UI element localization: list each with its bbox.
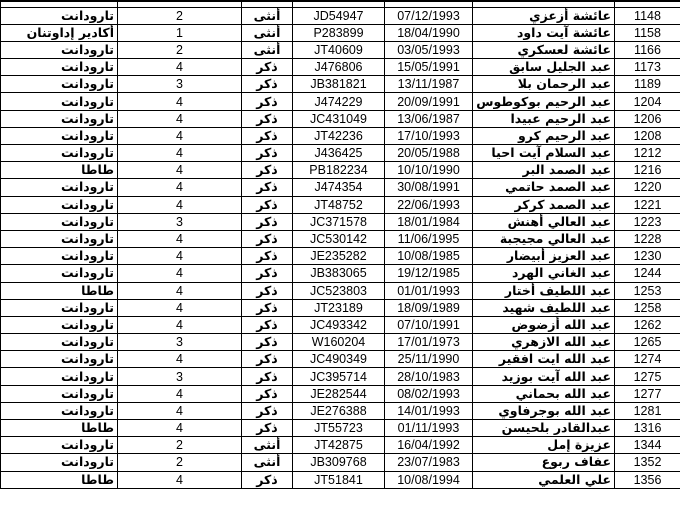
city-cell: تارودانت: [1, 179, 118, 196]
city-cell: تارودانت: [1, 145, 118, 162]
table-row: [1, 41, 680, 58]
level-cell: 1: [118, 24, 242, 41]
cin-cell: JC493342: [293, 316, 385, 333]
birth-date-cell: 19/12/1985: [385, 265, 473, 282]
table-row: [1, 351, 680, 368]
table-row: [1, 76, 680, 93]
birth-date-cell: 08/02/1993: [385, 385, 473, 402]
full-name-cell: عبد الرحمان بلا: [473, 76, 615, 93]
sex-cell: ذكر: [242, 196, 293, 213]
level-cell: 4: [118, 196, 242, 213]
full-name-cell: عائشة أزعزي: [473, 7, 615, 24]
cin-cell: JC395714: [293, 368, 385, 385]
birth-date-cell: 01/01/1993: [385, 282, 473, 299]
birth-date-cell: 16/04/1992: [385, 437, 473, 454]
city-cell: تارودانت: [1, 59, 118, 76]
full-name-cell: عزيزة إمل: [473, 437, 615, 454]
table-row: [1, 110, 680, 127]
city-cell: تارودانت: [1, 248, 118, 265]
full-name-cell: عبد الغاني الهرد: [473, 265, 615, 282]
city-cell: تارودانت: [1, 265, 118, 282]
cin-cell: J476806: [293, 59, 385, 76]
cin-cell: JT40609: [293, 41, 385, 58]
table-row: [1, 24, 680, 41]
table-row: [1, 7, 680, 24]
level-cell: 4: [118, 110, 242, 127]
level-cell: 4: [118, 385, 242, 402]
record-number-cell: 1253: [615, 282, 680, 299]
city-cell: تارودانت: [1, 402, 118, 419]
level-cell: 4: [118, 230, 242, 247]
record-number-cell: 1265: [615, 334, 680, 351]
cin-cell: JT48752: [293, 196, 385, 213]
record-number-cell: 1344: [615, 437, 680, 454]
table-row: [1, 145, 680, 162]
cin-cell: JC523803: [293, 282, 385, 299]
birth-date-cell: 10/08/1985: [385, 248, 473, 265]
city-cell: تارودانت: [1, 76, 118, 93]
cin-cell: JT55723: [293, 420, 385, 437]
full-name-cell: عفاف ربوع: [473, 454, 615, 471]
records-table-body: [1, 1, 680, 488]
full-name-cell: عائشة لعسكري: [473, 41, 615, 58]
level-cell: 4: [118, 162, 242, 179]
full-name-cell: عبد الصمد كركر: [473, 196, 615, 213]
birth-date-cell: 03/05/1993: [385, 41, 473, 58]
cin-cell: J474354: [293, 179, 385, 196]
full-name-cell: عبد الله أزضوض: [473, 316, 615, 333]
table-row: [1, 471, 680, 488]
record-number-cell: 1189: [615, 76, 680, 93]
city-cell: تارودانت: [1, 437, 118, 454]
cin-cell: JC530142: [293, 230, 385, 247]
sex-cell: ذكر: [242, 230, 293, 247]
birth-date-cell: 11/06/1995: [385, 230, 473, 247]
table-row: [1, 316, 680, 333]
sex-cell: ذكر: [242, 76, 293, 93]
city-cell: تارودانت: [1, 127, 118, 144]
sex-cell: ذكر: [242, 127, 293, 144]
sex-cell: أنثى: [242, 454, 293, 471]
sex-cell: أنثى: [242, 41, 293, 58]
record-number-cell: 1244: [615, 265, 680, 282]
cin-cell: W160204: [293, 334, 385, 351]
birth-date-cell: 18/01/1984: [385, 213, 473, 230]
table-row: [1, 179, 680, 196]
table-row: [1, 299, 680, 316]
sex-cell: ذكر: [242, 471, 293, 488]
table-row: [1, 454, 680, 471]
record-number-cell: 1221: [615, 196, 680, 213]
cin-cell: JT42236: [293, 127, 385, 144]
birth-date-cell: 14/01/1993: [385, 402, 473, 419]
city-cell: تارودانت: [1, 93, 118, 110]
level-cell: 4: [118, 471, 242, 488]
cin-cell: JB309768: [293, 454, 385, 471]
cin-cell: JB381821: [293, 76, 385, 93]
cin-cell: JD54947: [293, 7, 385, 24]
city-cell: تارودانت: [1, 213, 118, 230]
table-row: [1, 282, 680, 299]
cin-cell: JC490349: [293, 351, 385, 368]
level-cell: 4: [118, 351, 242, 368]
table-row: [1, 127, 680, 144]
full-name-cell: عبد الرحيم كرو: [473, 127, 615, 144]
cin-cell: JE282544: [293, 385, 385, 402]
level-cell: 2: [118, 437, 242, 454]
full-name-cell: عبد السلام آيت احيا: [473, 145, 615, 162]
record-number-cell: 1356: [615, 471, 680, 488]
cin-cell: JC371578: [293, 213, 385, 230]
sex-cell: ذكر: [242, 179, 293, 196]
record-number-cell: 1258: [615, 299, 680, 316]
table-row: [1, 265, 680, 282]
table-row: [1, 213, 680, 230]
birth-date-cell: 30/08/1991: [385, 179, 473, 196]
table-row: [1, 402, 680, 419]
level-cell: 4: [118, 265, 242, 282]
birth-date-cell: 01/11/1993: [385, 420, 473, 437]
level-cell: 4: [118, 179, 242, 196]
city-cell: طاطا: [1, 420, 118, 437]
birth-date-cell: 07/10/1991: [385, 316, 473, 333]
sex-cell: ذكر: [242, 368, 293, 385]
cin-cell: JE276388: [293, 402, 385, 419]
level-cell: 4: [118, 420, 242, 437]
sex-cell: ذكر: [242, 299, 293, 316]
record-number-cell: 1204: [615, 93, 680, 110]
record-number-cell: 1223: [615, 213, 680, 230]
full-name-cell: عبدالقادر بلحيسن: [473, 420, 615, 437]
cin-cell: JC431049: [293, 110, 385, 127]
full-name-cell: عبد الله آيت بوزيد: [473, 368, 615, 385]
sex-cell: ذكر: [242, 213, 293, 230]
birth-date-cell: 18/09/1989: [385, 299, 473, 316]
full-name-cell: عبد الجليل سابق: [473, 59, 615, 76]
table-row: [1, 230, 680, 247]
table-row: [1, 420, 680, 437]
record-number-cell: 1262: [615, 316, 680, 333]
level-cell: 3: [118, 368, 242, 385]
birth-date-cell: 20/05/1988: [385, 145, 473, 162]
full-name-cell: عبد اللطيف شهيد: [473, 299, 615, 316]
level-cell: 2: [118, 41, 242, 58]
birth-date-cell: 23/07/1983: [385, 454, 473, 471]
sex-cell: ذكر: [242, 402, 293, 419]
full-name-cell: علي العلمي: [473, 471, 615, 488]
level-cell: 4: [118, 93, 242, 110]
record-number-cell: 1166: [615, 41, 680, 58]
cin-cell: JT42875: [293, 437, 385, 454]
level-cell: 4: [118, 127, 242, 144]
birth-date-cell: 25/11/1990: [385, 351, 473, 368]
birth-date-cell: 20/09/1991: [385, 93, 473, 110]
record-number-cell: 1216: [615, 162, 680, 179]
birth-date-cell: 17/01/1973: [385, 334, 473, 351]
record-number-cell: 1212: [615, 145, 680, 162]
city-cell: تارودانت: [1, 230, 118, 247]
level-cell: 3: [118, 334, 242, 351]
level-cell: 3: [118, 76, 242, 93]
level-cell: 2: [118, 7, 242, 24]
cin-cell: JB383065: [293, 265, 385, 282]
record-number-cell: 1158: [615, 24, 680, 41]
level-cell: 3: [118, 213, 242, 230]
full-name-cell: عبد الرحيم عبيدا: [473, 110, 615, 127]
city-cell: تارودانت: [1, 41, 118, 58]
level-cell: 4: [118, 282, 242, 299]
full-name-cell: عبد العالي مجيجبة: [473, 230, 615, 247]
full-name-cell: عبد الصمد حاتمي: [473, 179, 615, 196]
birth-date-cell: 13/06/1987: [385, 110, 473, 127]
table-row: [1, 93, 680, 110]
record-number-cell: 1316: [615, 420, 680, 437]
level-cell: 4: [118, 248, 242, 265]
city-cell: تارودانت: [1, 385, 118, 402]
city-cell: تارودانت: [1, 454, 118, 471]
city-cell: تارودانت: [1, 368, 118, 385]
sex-cell: ذكر: [242, 385, 293, 402]
birth-date-cell: 28/10/1983: [385, 368, 473, 385]
birth-date-cell: 18/04/1990: [385, 24, 473, 41]
full-name-cell: عبد الصمد البر: [473, 162, 615, 179]
level-cell: 4: [118, 402, 242, 419]
city-cell: تارودانت: [1, 334, 118, 351]
city-cell: أكادير إداوتنان: [1, 24, 118, 41]
table-row: [1, 59, 680, 76]
birth-date-cell: 15/05/1991: [385, 59, 473, 76]
sex-cell: ذكر: [242, 334, 293, 351]
cin-cell: JT23189: [293, 299, 385, 316]
record-number-cell: 1277: [615, 385, 680, 402]
full-name-cell: عبد العزيز أبيضار: [473, 248, 615, 265]
sex-cell: ذكر: [242, 265, 293, 282]
cin-cell: P283899: [293, 24, 385, 41]
record-number-cell: 1173: [615, 59, 680, 76]
full-name-cell: عبد الله ايت افقير: [473, 351, 615, 368]
cin-cell: JT51841: [293, 471, 385, 488]
city-cell: تارودانت: [1, 351, 118, 368]
level-cell: 4: [118, 299, 242, 316]
table-row: [1, 196, 680, 213]
sex-cell: ذكر: [242, 59, 293, 76]
full-name-cell: عبد الله بحماني: [473, 385, 615, 402]
birth-date-cell: 22/06/1993: [385, 196, 473, 213]
full-name-cell: عبد الله بوجرفاوي: [473, 402, 615, 419]
sex-cell: ذكر: [242, 162, 293, 179]
sex-cell: ذكر: [242, 93, 293, 110]
full-name-cell: عبد اللطيف أختار: [473, 282, 615, 299]
city-cell: طاطا: [1, 282, 118, 299]
record-number-cell: 1206: [615, 110, 680, 127]
city-cell: طاطا: [1, 471, 118, 488]
city-cell: تارودانت: [1, 7, 118, 24]
sex-cell: ذكر: [242, 351, 293, 368]
sex-cell: أنثى: [242, 7, 293, 24]
record-number-cell: 1275: [615, 368, 680, 385]
cin-cell: J436425: [293, 145, 385, 162]
record-number-cell: 1148: [615, 7, 680, 24]
cin-cell: J474229: [293, 93, 385, 110]
full-name-cell: عبد العالي أهنش: [473, 213, 615, 230]
birth-date-cell: 07/12/1993: [385, 7, 473, 24]
cin-cell: JE235282: [293, 248, 385, 265]
city-cell: تارودانت: [1, 316, 118, 333]
record-number-cell: 1274: [615, 351, 680, 368]
record-number-cell: 1281: [615, 402, 680, 419]
full-name-cell: عبد الرحيم بوكوطوس: [473, 93, 615, 110]
city-cell: تارودانت: [1, 196, 118, 213]
level-cell: 4: [118, 59, 242, 76]
table-row: [1, 368, 680, 385]
sex-cell: ذكر: [242, 316, 293, 333]
sex-cell: أنثى: [242, 24, 293, 41]
birth-date-cell: 17/10/1993: [385, 127, 473, 144]
record-number-cell: 1228: [615, 230, 680, 247]
sex-cell: ذكر: [242, 248, 293, 265]
sex-cell: ذكر: [242, 110, 293, 127]
table-row: [1, 334, 680, 351]
city-cell: تارودانت: [1, 299, 118, 316]
level-cell: 4: [118, 145, 242, 162]
level-cell: 2: [118, 454, 242, 471]
birth-date-cell: 10/08/1994: [385, 471, 473, 488]
level-cell: 4: [118, 316, 242, 333]
record-number-cell: 1230: [615, 248, 680, 265]
birth-date-cell: 13/11/1987: [385, 76, 473, 93]
birth-date-cell: 10/10/1990: [385, 162, 473, 179]
full-name-cell: عائشة آيت داود: [473, 24, 615, 41]
sex-cell: أنثى: [242, 437, 293, 454]
sex-cell: ذكر: [242, 420, 293, 437]
full-name-cell: عبد الله الازهري: [473, 334, 615, 351]
record-number-cell: 1208: [615, 127, 680, 144]
city-cell: تارودانت: [1, 110, 118, 127]
table-row: [1, 248, 680, 265]
sex-cell: ذكر: [242, 282, 293, 299]
table-row: [1, 437, 680, 454]
cin-cell: PB182234: [293, 162, 385, 179]
record-number-cell: 1220: [615, 179, 680, 196]
city-cell: طاطا: [1, 162, 118, 179]
sex-cell: ذكر: [242, 145, 293, 162]
table-row: [1, 162, 680, 179]
table-row: [1, 385, 680, 402]
record-number-cell: 1352: [615, 454, 680, 471]
